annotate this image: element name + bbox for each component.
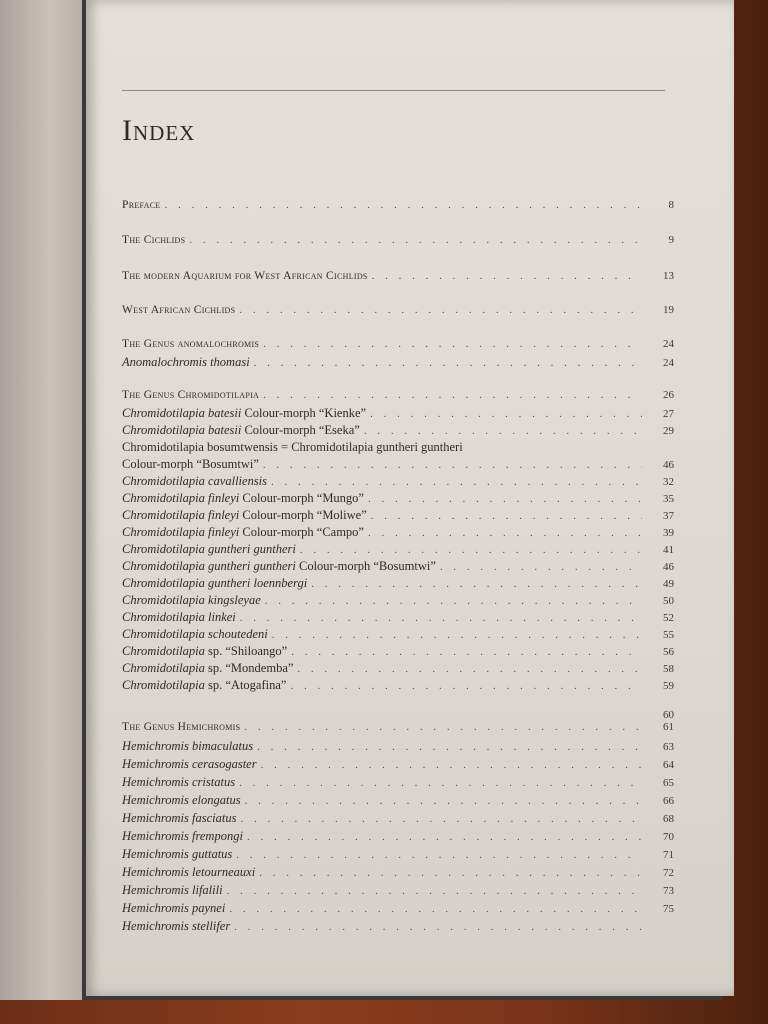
entry-suffix: Colour-morph “Bosumtwi” [295, 559, 436, 573]
leader-dots [240, 813, 642, 825]
leader-dots [297, 663, 642, 675]
leader-dots [247, 831, 642, 843]
entry-label: Hemichromis guttatus [122, 847, 233, 861]
stray-page-number: 60 [663, 709, 674, 721]
header-rule [122, 90, 665, 91]
toc-entry-species [122, 576, 674, 594]
entry-label: Chromidotilapia guntheri guntheri [122, 542, 296, 556]
entry-label: Hemichromis cerasogaster [122, 757, 257, 771]
entry-suffix: sp. “Shiloango” [204, 644, 288, 658]
entry-page: 61 [663, 721, 674, 733]
entry-species: Chromidotilapia batesii [122, 423, 242, 437]
entry-page: 24 [663, 357, 674, 369]
entry-page: 32 [663, 476, 674, 488]
entry-page: 52 [663, 612, 674, 624]
entry-page: 55 [663, 629, 674, 641]
page-title: Index [122, 114, 196, 147]
toc-entry-species [122, 610, 674, 628]
toc-entry-species [122, 829, 674, 847]
entry-page: 46 [663, 561, 674, 573]
leader-dots [263, 389, 642, 401]
entry-species: Chromidotilapia [122, 644, 205, 658]
entry-label: Anomalochromis thomasi [122, 355, 250, 369]
leader-dots [290, 680, 642, 692]
entry-label: Chromidotilapia cavalliensis [122, 474, 268, 488]
entry-page: 46 [663, 459, 674, 471]
entry-page: 63 [663, 741, 674, 753]
entry-label: The Genus Chromidotilapia [122, 389, 260, 401]
toc-entry-species [122, 525, 674, 543]
leader-dots [271, 476, 642, 488]
entry-page: 73 [663, 885, 674, 897]
leader-dots [272, 629, 642, 641]
entry-page: 58 [663, 663, 674, 675]
leader-dots [440, 561, 642, 573]
entry-page: 50 [663, 595, 674, 607]
entry-label: Chromidotilapia guntheri loennbergi [122, 576, 308, 590]
entry-page: 27 [663, 408, 674, 420]
entry-species: Chromidotilapia finleyi [122, 491, 240, 505]
entry-label: Preface [122, 199, 161, 211]
toc-entry-species [122, 678, 674, 696]
toc-entry-cichlids [122, 234, 674, 252]
toc-entry-genus-hemichromis [122, 721, 674, 739]
leader-dots [371, 510, 642, 522]
left-page [0, 0, 82, 1000]
entry-species: Chromidotilapia [122, 661, 205, 675]
entry-label: Chromidotilapia linkei [122, 610, 236, 624]
toc-entry-species [122, 406, 674, 424]
leader-dots [311, 578, 642, 590]
entry-suffix: Colour-morph “Eseka” [241, 423, 360, 437]
entry-label: The Cichlids [122, 234, 186, 246]
entry-label: Chromidotilapia kingsleyae [122, 593, 261, 607]
toc-entry-preface [122, 199, 674, 217]
entry-page: 64 [663, 759, 674, 771]
leader-dots [291, 646, 642, 658]
toc-entry-species [122, 901, 674, 919]
leader-dots [364, 425, 642, 437]
entry-page: 29 [663, 425, 674, 437]
leader-dots [229, 903, 642, 915]
toc-entry-species [122, 811, 674, 829]
toc-entry-species [122, 919, 674, 937]
toc-entry-species [122, 757, 674, 775]
entry-label: Hemichromis frempongi [122, 829, 243, 843]
entry-label-line1: Chromidotilapia bosumtwensis = Chromidotilapia guntheri guntheri [122, 440, 463, 454]
entry-page: 65 [663, 777, 674, 789]
entry-page: 9 [668, 234, 674, 246]
toc-entry-species [122, 542, 674, 560]
toc-entry-species [122, 355, 674, 373]
entry-species: Chromidotilapia batesii [122, 406, 242, 420]
entry-page: 70 [663, 831, 674, 843]
entry-suffix: sp. “Atogafina” [204, 678, 287, 692]
leader-dots [257, 741, 642, 753]
entry-label: Hemichromis elongatus [122, 793, 241, 807]
entry-label: Hemichromis fasciatus [122, 811, 237, 825]
entry-suffix: Colour-morph “Moliwe” [239, 508, 367, 522]
entry-label: Hemichromis paynei [122, 901, 226, 915]
entry-species: Chromidotilapia finleyi [122, 508, 240, 522]
toc-entry-species [122, 627, 674, 645]
entry-label: West African Cichlids [122, 304, 236, 316]
leader-dots [189, 234, 642, 246]
leader-dots [263, 459, 642, 471]
entry-page: 59 [663, 680, 674, 692]
leader-dots [261, 759, 642, 771]
toc-entry-species [122, 865, 674, 883]
toc-entry-species [122, 457, 674, 475]
entry-page: 66 [663, 795, 674, 807]
entry-page: 75 [663, 903, 674, 915]
leader-dots [263, 338, 642, 350]
entry-page: 71 [663, 849, 674, 861]
entry-page: 37 [663, 510, 674, 522]
entry-label: The Genus Hemichromis [122, 721, 241, 733]
leader-dots [227, 885, 642, 897]
entry-page: 39 [663, 527, 674, 539]
entry-page: 35 [663, 493, 674, 505]
entry-label: The Genus anomalochromis [122, 338, 260, 350]
entry-label: Chromidotilapia schoutedeni [122, 627, 268, 641]
leader-dots [236, 849, 642, 861]
toc-entry-species [122, 883, 674, 901]
toc-entry-species [122, 661, 674, 679]
entry-label: The modern Aquarium for West African Cichlids [122, 270, 368, 282]
leader-dots [234, 921, 642, 933]
leader-dots [368, 493, 642, 505]
toc-entry-species [122, 644, 674, 662]
leader-dots [239, 304, 642, 316]
toc-entry-genus-anomalochromis [122, 338, 674, 356]
entry-label: Hemichromis letourneauxi [122, 865, 256, 879]
leader-dots [368, 527, 642, 539]
entry-label: Hemichromis bimaculatus [122, 739, 254, 753]
entry-page: 49 [663, 578, 674, 590]
toc-entry-species [122, 593, 674, 611]
toc-entry-species [122, 474, 674, 492]
leader-dots [259, 867, 642, 879]
leader-dots [254, 357, 642, 369]
entry-suffix: Colour-morph “Kienke” [241, 406, 367, 420]
toc-entry-aquarium [122, 270, 674, 288]
entry-suffix: Colour-morph “Mungo” [239, 491, 364, 505]
toc-entry-species [122, 847, 674, 865]
entry-label: Hemichromis cristatus [122, 775, 236, 789]
index-page [86, 0, 734, 996]
toc-entry-species [122, 508, 674, 526]
entry-species: Chromidotilapia finleyi [122, 525, 240, 539]
entry-label-line2: Colour-morph “Bosumtwi” [122, 457, 259, 471]
leader-dots [239, 777, 642, 789]
entry-suffix: Colour-morph “Campo” [239, 525, 364, 539]
leader-dots [300, 544, 642, 556]
entry-page: 26 [663, 389, 674, 401]
entry-page: 24 [663, 338, 674, 350]
toc-entry-genus-chromidotilapia [122, 389, 674, 407]
toc-entry-species [122, 491, 674, 509]
entry-page: 72 [663, 867, 674, 879]
entry-label: Hemichromis lifalili [122, 883, 223, 897]
entry-page: 41 [663, 544, 674, 556]
toc-entry-species [122, 739, 674, 757]
toc-entry-west-african [122, 304, 674, 322]
entry-page: 8 [668, 199, 674, 211]
entry-species: Chromidotilapia guntheri guntheri [122, 559, 296, 573]
leader-dots [165, 199, 642, 211]
leader-dots [370, 408, 642, 420]
toc-entry-species [122, 793, 674, 811]
entry-page: 19 [663, 304, 674, 316]
leader-dots [240, 612, 642, 624]
toc-entry-species [122, 559, 674, 577]
leader-dots [244, 721, 642, 733]
toc-entry-species [122, 423, 674, 441]
entry-page: 13 [663, 270, 674, 282]
entry-page: 56 [663, 646, 674, 658]
entry-page: 68 [663, 813, 674, 825]
leader-dots [245, 795, 642, 807]
entry-label: Hemichromis stellifer [122, 919, 231, 933]
entry-suffix: sp. “Mondemba” [204, 661, 294, 675]
leader-dots [265, 595, 642, 607]
toc-entry-species [122, 775, 674, 793]
entry-species: Chromidotilapia [122, 678, 205, 692]
leader-dots [372, 270, 642, 282]
